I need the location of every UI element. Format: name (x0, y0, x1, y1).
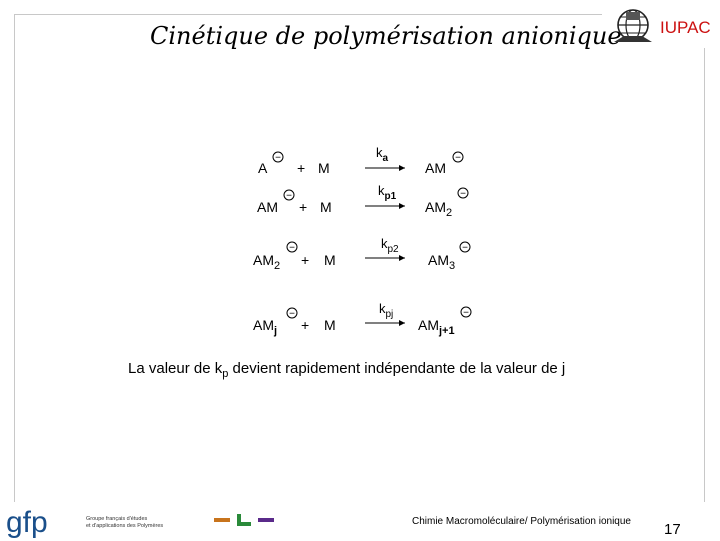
rate-constant: $k_a$ (376, 145, 389, 164)
rate-constant: $k_{p2}$ (381, 236, 399, 255)
svg-text:−: − (462, 242, 468, 254)
svg-text:A (258, 160, 268, 176)
reactant2: M (320, 199, 332, 215)
kinetics-statement: La valeur de $k_p$ devient rapidement indépendante de la valeur de j (128, 360, 566, 380)
slide-title: Cinétique de polymérisation anionique (150, 22, 622, 50)
svg-text:−: − (275, 152, 281, 164)
reaction-row-2 (257, 183, 468, 219)
plus-sign: + (299, 199, 308, 215)
charge-icon (453, 152, 463, 164)
iupac-label: IUPAC (660, 18, 711, 37)
gfp-caption: Groupe français d'études et d'applications des Polymères (86, 516, 164, 529)
product: $AM_3$ (428, 252, 456, 272)
svg-text:−: − (463, 307, 469, 319)
charge-icon (458, 188, 468, 200)
svg-text:AM2 (253, 252, 280, 272)
decorative-dashes-icon (210, 512, 280, 528)
reaction-row-3 (253, 236, 470, 272)
reactant1: AM (257, 199, 278, 215)
page-number: 17 (664, 521, 681, 538)
svg-text:−: − (289, 308, 295, 320)
reactant2: M (324, 252, 336, 268)
reactant1: A (258, 160, 268, 176)
svg-text:−: − (460, 188, 466, 200)
plus-sign: + (301, 317, 310, 333)
charge-icon (460, 242, 470, 254)
svg-text:−: − (455, 152, 461, 164)
rate-constant: $k_{pj}$ (379, 301, 394, 320)
rate-constant: $k_{p1}$ (378, 183, 397, 202)
gfp-logo-icon (4, 505, 74, 541)
charge-icon (284, 190, 294, 202)
reactant1: AM (253, 317, 274, 333)
charge-icon (287, 242, 297, 254)
reactant2: M (324, 317, 336, 333)
product: $AM_2$ (425, 199, 453, 219)
reactant1: AM (253, 252, 274, 268)
reactant1-subscript: j (274, 325, 278, 337)
svg-text:AM (257, 199, 278, 215)
reactant2: M (318, 160, 330, 176)
course-label: Chimie Macromoléculaire/ Polymérisation ionique (412, 516, 631, 527)
charge-icon (287, 308, 297, 320)
product: $AM_{j+1}$ (418, 317, 455, 337)
charge-icon (273, 152, 283, 164)
svg-text:gfp: gfp (6, 506, 48, 539)
charge-icon (461, 307, 471, 319)
svg-text:−: − (286, 190, 292, 202)
reaction-row-1 (258, 145, 463, 176)
plus-sign: + (297, 160, 306, 176)
reactant1-subscript: 2 (274, 260, 281, 272)
reaction-row-4 (253, 301, 471, 337)
svg-text:−: − (289, 242, 295, 254)
plus-sign: + (301, 252, 310, 268)
product: AM (425, 160, 446, 176)
svg-text:AMj (253, 317, 277, 337)
